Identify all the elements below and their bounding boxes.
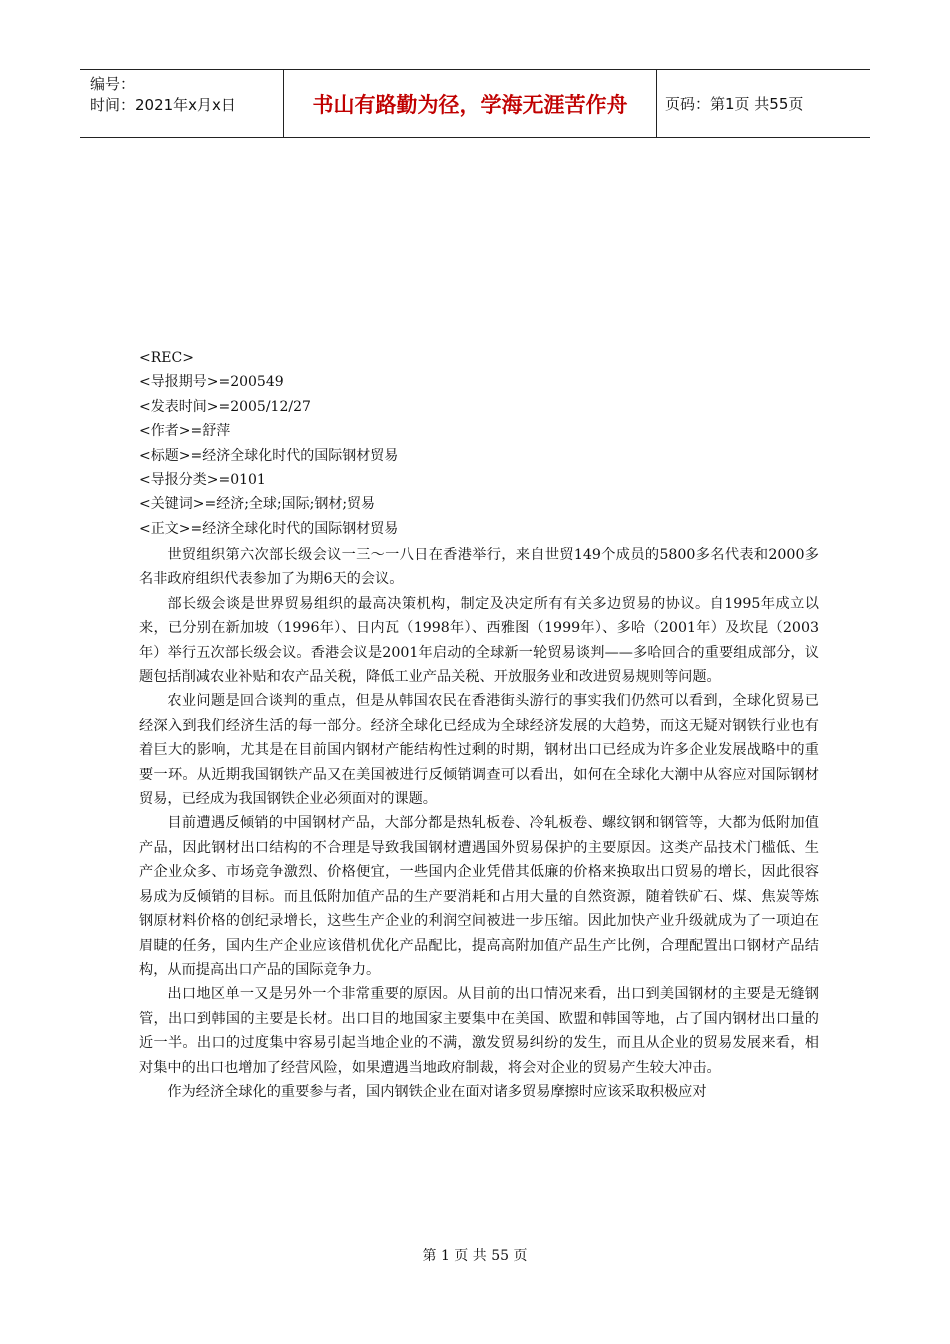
meta-line: <发表时间>=2005/12/27 — [139, 398, 311, 415]
record-metadata — [139, 346, 829, 541]
header-left-cell — [80, 70, 284, 137]
header-motto: 书山有路勤为径，学海无涯苦作舟 — [284, 70, 657, 137]
document-number-label: 编号： — [90, 75, 136, 93]
paragraph: 目前遭遇反倾销的中国钢材产品，大部分都是热轧板卷、冷轧板卷、螺纹钢和钢管等，大都为低附加值产品，因此钢材出口结构的不合理是导致我国钢材遭遇国外贸易保护的主要原因。这类产品技术门槛低、生产企业众多、市场竞争激烈、价格便宜，一些国内企业凭借其低廉的价格来换取出口贸易的增长，因此很容易成为反倾销的目标。而且低附加值产品的生产要消耗和占用大量的自然资源，随着铁矿石、煤、焦炭等炼钢原材料价格的创纪录增长，这些生产企业的利润空间被进一步压缩。因此加快产业升级就成为了一项迫在眉睫的任务，国内生产企业应该借机优化产品配比，提高高附加值产品生产比例，合理配置出口钢材产品结构，从而提高出口产品的国际竞争力。 — [139, 815, 819, 978]
page-header — [80, 69, 870, 138]
meta-line: <作者>=舒萍 — [139, 423, 231, 440]
paragraph: 农业问题是回合谈判的重点，但是从韩国农民在香港街头游行的事实我们仍然可以看到，全球化贸易已经深入到我们经济生活的每一部分。经济全球化已经成为全球经济发展的大趋势，而这无疑对钢铁行业也有着巨大的影响，尤其是在目前国内钢材产能结构性过剩的时期，钢材出口已经成为许多企业发展战略中的重要一环。从近期我国钢铁产品又在美国被进行反倾销调查可以看出，如何在全球化大潮中从容应对国际钢材贸易，已经成为我国钢铁企业必须面对的课题。 — [139, 693, 819, 808]
meta-line: <REC> — [139, 350, 194, 366]
meta-line: <关键词>=经济;全球;国际;钢材;贸易 — [139, 496, 376, 513]
meta-line: <导报分类>=0101 — [139, 472, 266, 489]
article-body — [139, 543, 819, 1104]
meta-line: <导报期号>=200549 — [139, 374, 284, 391]
meta-line: <标题>=经济全球化时代的国际钢材贸易 — [139, 447, 399, 464]
paragraph: 出口地区单一又是另外一个非常重要的原因。从目前的出口情况来看，出口到美国钢材的主要是无缝钢管，出口到韩国的主要是长材。出口目的地国家主要集中在美国、欧盟和韩国等地，占了国内钢材出口量的近一半。出口的过度集中容易引起当地企业的不满，激发贸易纠纷的发生，而且从企业的贸易发展来看，相对集中的出口也增加了经营风险，如果遭遇当地政府制裁，将会对企业的贸易产生较大冲击。 — [139, 986, 819, 1076]
document-date-label: 时间：2021年x月x日 — [90, 96, 236, 114]
paragraph: 作为经济全球化的重要参与者，国内钢铁企业在面对诸多贸易摩擦时应该采取积极应对 — [167, 1083, 707, 1100]
page-footer: 第 1 页 共 55 页 — [422, 1248, 528, 1264]
meta-line: <正文>=经济全球化时代的国际钢材贸易 — [139, 520, 399, 537]
paragraph: 部长级会谈是世界贸易组织的最高决策机构，制定及决定所有有关多边贸易的协议。自1995年成立以来，已分别在新加坡（1996年）、日内瓦（1998年）、西雅图（1999年）、多哈（2001年）及坎昆（2003年）举行五次部长级会议。香港会议是2001年启动的全球新一轮贸易谈判——多哈回合的重要组成部分，议题包括削减农业补贴和农产品关税，降低工业产品关税、开放服务业和改进贸易规则等问题。 — [139, 595, 819, 686]
header-page-info: 页码：第1页 共55页 — [665, 95, 804, 113]
paragraph: 世贸组织第六次部长级会议一三～一八日在香港举行，来自世贸149个成员的5800多名代表和2000多名非政府组织代表参加了为期6天的会议。 — [139, 547, 819, 588]
